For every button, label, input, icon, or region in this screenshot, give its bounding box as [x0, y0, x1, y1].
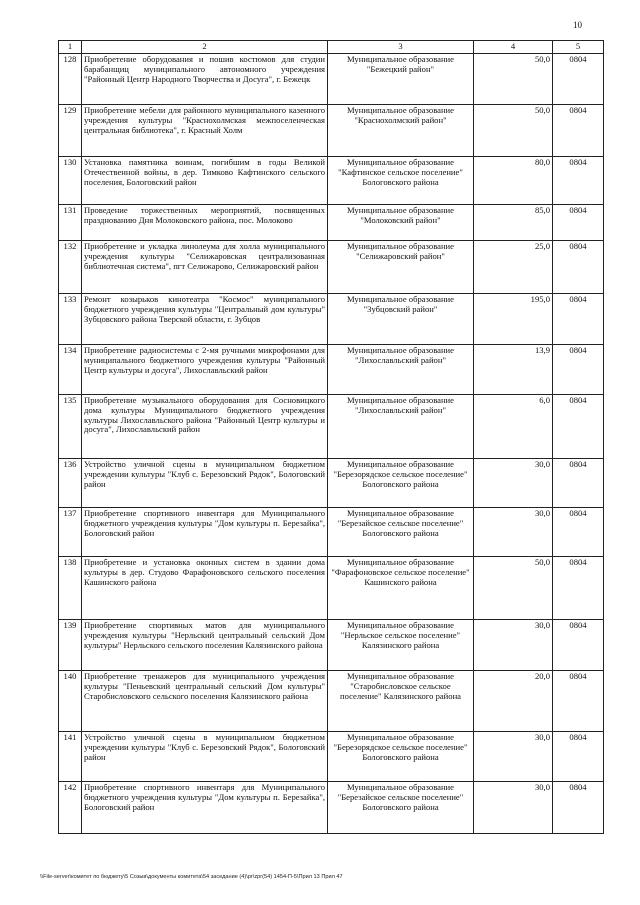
row-code: 0804: [553, 395, 604, 459]
table-row: [59, 782, 604, 834]
row-amount: 25,0: [474, 241, 553, 294]
row-number: 130: [59, 157, 82, 205]
row-amount: 30,0: [474, 782, 553, 834]
row-description: Приобретение мебели для районного муниципального казенного учреждения культуры "Краснохолмская межпоселенческая центральная библиотека", г. Красный Холм: [82, 105, 328, 157]
row-code: 0804: [553, 508, 604, 557]
footer-file-path: \\File-server\комитет по бюджету\5 Созыв\документы комитета\54 заседание (4)\pr\zpr(54) 1454-П-5\Прил 13 Прил 47: [40, 874, 343, 880]
row-code: 0804: [553, 157, 604, 205]
row-owner: Муниципальное образование "Зубцовский район": [328, 294, 474, 345]
row-number: 129: [59, 105, 82, 157]
row-description: Установка памятника воинам, погибшим в годы Великой Отечественной войны, в дер. Тимково Кафтинского сельского поселения, Бологовский район: [82, 157, 328, 205]
row-owner: Муниципальное образование "Березайское сельское поселение" Бологовского района: [328, 508, 474, 557]
row-number: 136: [59, 459, 82, 508]
row-owner: Муниципальное образование "Старобисловское сельское поселение" Калязинского района: [328, 671, 474, 732]
row-number: 141: [59, 732, 82, 782]
row-code: 0804: [553, 105, 604, 157]
row-owner: Муниципальное образование "Молоковский район": [328, 205, 474, 241]
row-owner: Муниципальное образование "Фарафоновское сельское поселение" Кашинского района: [328, 557, 474, 620]
table-row: [59, 557, 604, 620]
row-code: 0804: [553, 54, 604, 105]
row-description: Проведение торжественных мероприятий, посвященных празднованию Дня Молоковского района, пос. Молоково: [82, 205, 328, 241]
row-owner: Муниципальное образование "Кафтинское сельское поселение" Бологовского района: [328, 157, 474, 205]
row-description: Устройство уличной сцены в муниципальном бюджетном учреждении культуры "Клуб с. Березовский Рядок", Бологовский район: [82, 732, 328, 782]
table-row: [59, 620, 604, 671]
row-code: 0804: [553, 345, 604, 395]
row-code: 0804: [553, 241, 604, 294]
row-amount: 13,9: [474, 345, 553, 395]
table-row: [59, 294, 604, 345]
header-col-2: 2: [82, 41, 328, 54]
row-description: Приобретение тренажеров для муниципального учреждения культуры "Пеньевский центральный сельский Дом культуры" Старобисловского сельского поселения Калязинского района: [82, 671, 328, 732]
row-owner: Муниципальное образование "Березайское сельское поселение" Бологовского района: [328, 782, 474, 834]
header-row: [59, 41, 604, 54]
row-owner: Муниципальное образование "Лихославльский район": [328, 395, 474, 459]
table-row: [59, 345, 604, 395]
budget-table: [58, 40, 604, 834]
row-owner: Муниципальное образование "Березорядское сельское поселение" Бологовского района: [328, 459, 474, 508]
row-code: 0804: [553, 732, 604, 782]
header-col-4: 4: [474, 41, 553, 54]
table-row: [59, 508, 604, 557]
row-amount: 30,0: [474, 508, 553, 557]
row-code: 0804: [553, 294, 604, 345]
row-number: 128: [59, 54, 82, 105]
table-row: [59, 54, 604, 105]
row-code: 0804: [553, 671, 604, 732]
row-code: 0804: [553, 620, 604, 671]
row-description: Приобретение музыкального оборудования для Сосновицкого дома культуры Муниципального бюджетного учреждения культуры Лихославльского района "Районный Центр культуры и досуга", Лихославльский район: [82, 395, 328, 459]
row-description: Ремонт козырьков кинотеатра "Космос" муниципального бюджетного учреждения культуры "Центральный дом культуры" Зубцовского района Тверской области, г. Зубцов: [82, 294, 328, 345]
page-number: 10: [573, 20, 582, 30]
row-amount: 85,0: [474, 205, 553, 241]
row-description: Приобретение радиосистемы с 2-мя ручными микрофонами для муниципального бюджетного учреждения культуры "Районный Центр культуры и досуга", Лихославльский район: [82, 345, 328, 395]
row-number: 132: [59, 241, 82, 294]
row-amount: 30,0: [474, 732, 553, 782]
row-number: 137: [59, 508, 82, 557]
row-amount: 195,0: [474, 294, 553, 345]
table-row: [59, 205, 604, 241]
row-amount: 30,0: [474, 620, 553, 671]
row-code: 0804: [553, 459, 604, 508]
row-amount: 50,0: [474, 54, 553, 105]
row-number: 134: [59, 345, 82, 395]
row-number: 131: [59, 205, 82, 241]
table-row: [59, 105, 604, 157]
row-owner: Муниципальное образование "Лихославльский район": [328, 345, 474, 395]
row-amount: 80,0: [474, 157, 553, 205]
row-description: Приобретение спортивного инвентаря для Муниципального бюджетного учреждения культуры "Дом культуры п. Березайка", Бологовский район: [82, 508, 328, 557]
row-number: 133: [59, 294, 82, 345]
header-col-3: 3: [328, 41, 474, 54]
table-row: [59, 241, 604, 294]
row-owner: Муниципальное образование "Селижаровский район": [328, 241, 474, 294]
table-row: [59, 732, 604, 782]
row-amount: 20,0: [474, 671, 553, 732]
row-amount: 50,0: [474, 557, 553, 620]
row-code: 0804: [553, 205, 604, 241]
row-number: 142: [59, 782, 82, 834]
row-amount: 30,0: [474, 459, 553, 508]
header-col-1: 1: [59, 41, 82, 54]
row-code: 0804: [553, 557, 604, 620]
table-row: [59, 459, 604, 508]
header-col-5: 5: [553, 41, 604, 54]
row-number: 138: [59, 557, 82, 620]
row-owner: Муниципальное образование "Краснохолмский район": [328, 105, 474, 157]
row-description: Приобретение спортивных матов для муниципального учреждения культуры "Нерльский центральный сельский Дом культуры" Нерльского сельского поселения Калязинского района: [82, 620, 328, 671]
row-number: 139: [59, 620, 82, 671]
row-number: 140: [59, 671, 82, 732]
row-description: Приобретение и установка оконных систем в здании дома культуры в дер. Студово Фарафоновского сельского поселения Кашинского района: [82, 557, 328, 620]
row-description: Устройство уличной сцены в муниципальном бюджетном учреждении культуры "Клуб с. Березовский Рядок", Бологовский район: [82, 459, 328, 508]
row-description: Приобретение оборудования и пошив костюмов для студии барабанщиц муниципального автономного учреждения "Районный Центр Народного Творчества и Досуга", г. Бежецк: [82, 54, 328, 105]
row-amount: 50,0: [474, 105, 553, 157]
table-row: [59, 671, 604, 732]
row-owner: Муниципальное образование "Бежецкий район": [328, 54, 474, 105]
row-number: 135: [59, 395, 82, 459]
row-code: 0804: [553, 782, 604, 834]
table-row: [59, 395, 604, 459]
row-owner: Муниципальное образование "Нерльское сельское поселение" Калязинского района: [328, 620, 474, 671]
row-owner: Муниципальное образование "Березорядское сельское поселение" Бологовского района: [328, 732, 474, 782]
row-description: Приобретение и укладка линолеума для холла муниципального учреждения культуры "Селижаровская централизованная библиотечная система", пгт Селижарово, Селижаровский район: [82, 241, 328, 294]
row-description: Приобретение спортивного инвентаря для Муниципального бюджетного учреждения культуры "Дом культуры п. Березайка", Бологовский район: [82, 782, 328, 834]
table-row: [59, 157, 604, 205]
row-amount: 6,0: [474, 395, 553, 459]
